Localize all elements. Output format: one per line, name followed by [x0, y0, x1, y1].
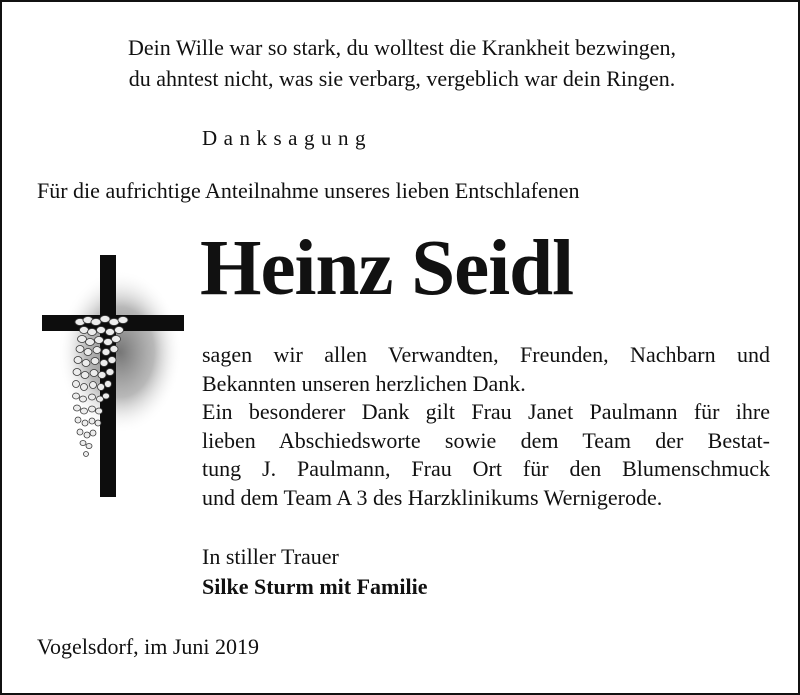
thanks-line: sagen wir allen Verwandten, Freunden, Nachbarn und	[202, 342, 770, 367]
thanks-line: lieben Abschiedsworte sowie dem Team der Bestat-	[202, 427, 770, 453]
notice-heading: Danksagung	[202, 126, 372, 150]
verse-line: du ahntest nicht, was sie verbarg, vergeblich war dein Ringen.	[128, 66, 676, 91]
thanks-line: und dem Team A 3 des Harzklinikums Wernigerode.	[202, 484, 663, 510]
cross-with-flowers-icon	[32, 242, 192, 507]
thanks-line: tung J. Paulmann, Frau Ort für den Blumenschmuck	[202, 456, 770, 482]
family-signature: Silke Sturm mit Familie	[202, 574, 428, 599]
mourning-block	[202, 542, 427, 602]
intro-text: Für die aufrichtige Anteilnahme unseres lieben Entschlafenen	[37, 178, 580, 203]
thanks-text	[202, 341, 770, 513]
verse-line: Dein Wille war so stark, du wolltest die Krankheit bezwingen,	[128, 35, 676, 60]
deceased-name: Heinz Seidl	[200, 225, 574, 312]
memorial-verse	[2, 32, 800, 94]
thanks-line: Bekannten unseren herzlichen Dank.	[202, 370, 526, 396]
mourning-phrase: In stiller Trauer	[202, 544, 339, 569]
thanks-line: Ein besonderer Dank gilt Frau Janet Paulmann für ihre	[202, 399, 770, 425]
place-and-date: Vogelsdorf, im Juni 2019	[37, 634, 260, 659]
